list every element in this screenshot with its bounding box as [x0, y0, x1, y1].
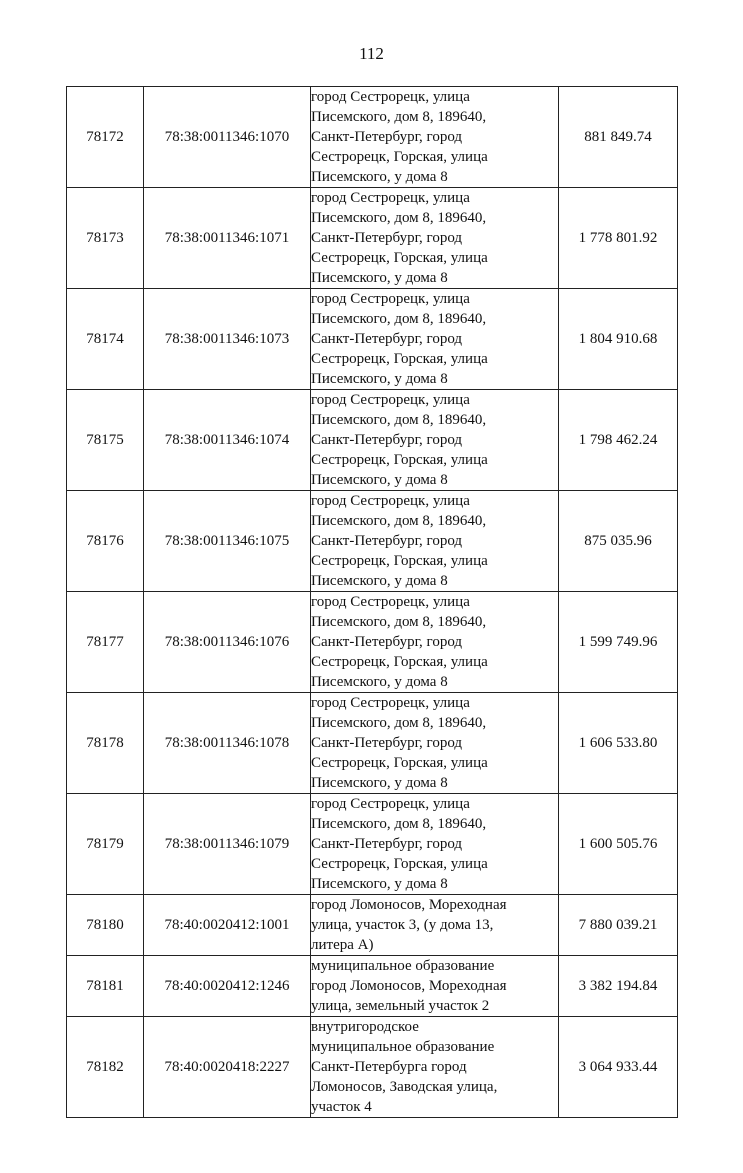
address: город Сестрорецк, улица Писемского, дом 8, 189640, Санкт-Петербург, город Сестрорецк, Горская, улица Писемского, у дома 8 — [311, 693, 559, 794]
table-row — [67, 491, 678, 592]
cadastral-value: 3 382 194.84 — [559, 956, 678, 1017]
address: внутригородское муниципальное образование Санкт-Петербурга город Ломоносов, Заводская улица, участок 4 — [311, 1017, 559, 1118]
table-row — [67, 956, 678, 1017]
cadastral-number: 78:38:0011346:1071 — [144, 188, 311, 289]
row-number: 78181 — [67, 956, 144, 1017]
address: город Сестрорецк, улица Писемского, дом 8, 189640, Санкт-Петербург, город Сестрорецк, Горская, улица Писемского, у дома 8 — [311, 87, 559, 188]
cadastral-value: 1 606 533.80 — [559, 693, 678, 794]
table-row — [67, 1017, 678, 1118]
cadastral-number: 78:38:0011346:1079 — [144, 794, 311, 895]
address: город Сестрорецк, улица Писемского, дом 8, 189640, Санкт-Петербург, город Сестрорецк, Горская, улица Писемского, у дома 8 — [311, 390, 559, 491]
cadastral-value: 1 599 749.96 — [559, 592, 678, 693]
table-row — [67, 794, 678, 895]
cadastral-value: 1 778 801.92 — [559, 188, 678, 289]
row-number: 78173 — [67, 188, 144, 289]
address: город Сестрорецк, улица Писемского, дом 8, 189640, Санкт-Петербург, город Сестрорецк, Горская, улица Писемского, у дома 8 — [311, 794, 559, 895]
row-number: 78182 — [67, 1017, 144, 1118]
cadastral-number: 78:38:0011346:1074 — [144, 390, 311, 491]
table-row — [67, 289, 678, 390]
cadastral-number: 78:38:0011346:1076 — [144, 592, 311, 693]
cadastral-value: 1 804 910.68 — [559, 289, 678, 390]
row-number: 78176 — [67, 491, 144, 592]
address: город Сестрорецк, улица Писемского, дом 8, 189640, Санкт-Петербург, город Сестрорецк, Горская, улица Писемского, у дома 8 — [311, 289, 559, 390]
cadastral-value: 3 064 933.44 — [559, 1017, 678, 1118]
cadastral-value: 1 600 505.76 — [559, 794, 678, 895]
table-row — [67, 895, 678, 956]
cadastral-value: 881 849.74 — [559, 87, 678, 188]
address: город Сестрорецк, улица Писемского, дом 8, 189640, Санкт-Петербург, город Сестрорецк, Горская, улица Писемского, у дома 8 — [311, 188, 559, 289]
table-row — [67, 592, 678, 693]
cadastral-number: 78:38:0011346:1078 — [144, 693, 311, 794]
address: город Сестрорецк, улица Писемского, дом 8, 189640, Санкт-Петербург, город Сестрорецк, Горская, улица Писемского, у дома 8 — [311, 592, 559, 693]
row-number: 78178 — [67, 693, 144, 794]
table-row — [67, 188, 678, 289]
cadastral-number: 78:40:0020412:1001 — [144, 895, 311, 956]
cadastral-number: 78:40:0020412:1246 — [144, 956, 311, 1017]
table-row — [67, 693, 678, 794]
address: город Сестрорецк, улица Писемского, дом 8, 189640, Санкт-Петербург, город Сестрорецк, Горская, улица Писемского, у дома 8 — [311, 491, 559, 592]
row-number: 78177 — [67, 592, 144, 693]
row-number: 78180 — [67, 895, 144, 956]
page-number: 112 — [359, 44, 384, 63]
cadastral-number: 78:40:0020418:2227 — [144, 1017, 311, 1118]
registry-table — [66, 86, 678, 1118]
row-number: 78174 — [67, 289, 144, 390]
table-row — [67, 87, 678, 188]
row-number: 78172 — [67, 87, 144, 188]
table-row — [67, 390, 678, 491]
cadastral-value: 875 035.96 — [559, 491, 678, 592]
cadastral-number: 78:38:0011346:1075 — [144, 491, 311, 592]
row-number: 78179 — [67, 794, 144, 895]
cadastral-value: 1 798 462.24 — [559, 390, 678, 491]
row-number: 78175 — [67, 390, 144, 491]
address: муниципальное образование город Ломоносов, Мореходная улица, земельный участок 2 — [311, 956, 559, 1017]
address: город Ломоносов, Мореходная улица, участок 3, (у дома 13, литера А) — [311, 895, 559, 956]
cadastral-value: 7 880 039.21 — [559, 895, 678, 956]
cadastral-number: 78:38:0011346:1070 — [144, 87, 311, 188]
cadastral-number: 78:38:0011346:1073 — [144, 289, 311, 390]
